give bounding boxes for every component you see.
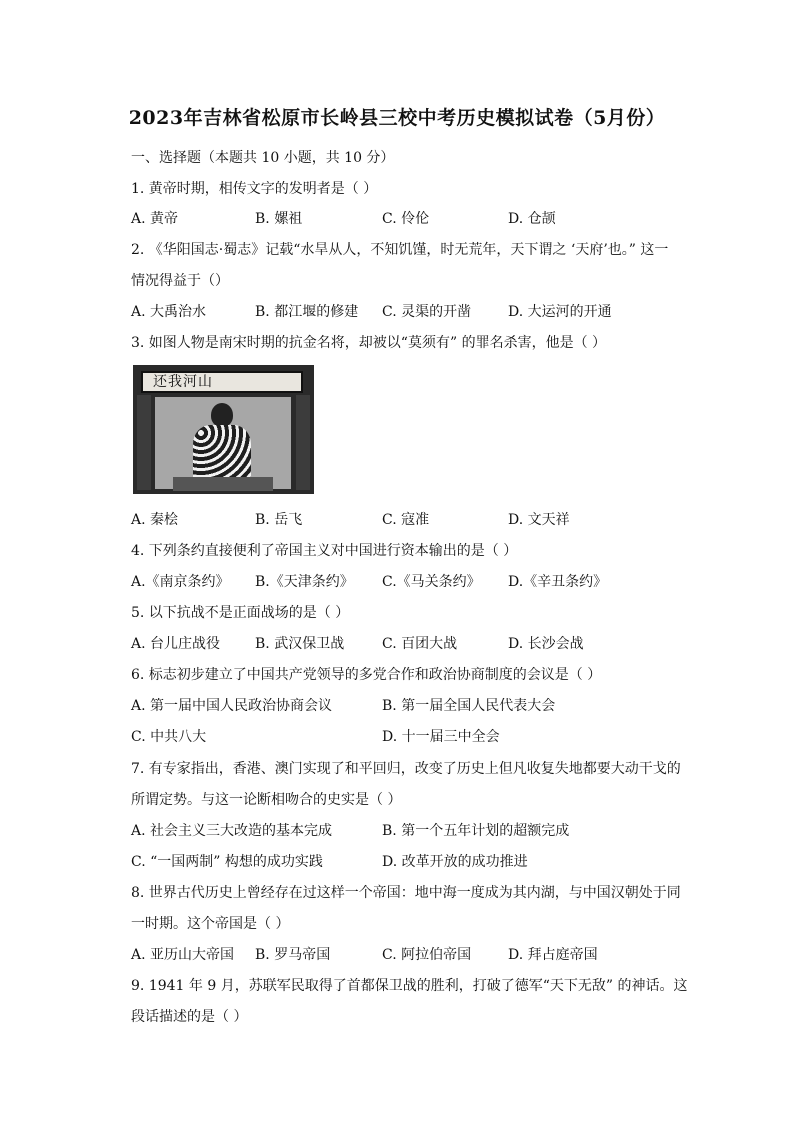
question-9-stem-line-2: 段话描述的是（ ） (131, 1009, 248, 1025)
question-3-option-b: B. 岳飞 (255, 512, 303, 528)
question-8-option-a: A. 亚历山大帝国 (131, 947, 235, 963)
question-3-stem: 3. 如图人物是南宋时期的抗金名将，却被以“莫须有” 的罪名杀害，他是（ ） (131, 335, 607, 351)
question-5-stem: 5. 以下抗战不是正面战场的是（ ） (131, 605, 350, 621)
statue-base (173, 477, 273, 491)
question-6-option-c: C. 中共八大 (131, 729, 207, 745)
question-1-option-a: A. 黄帝 (131, 211, 179, 227)
question-7-option-a: A. 社会主义三大改造的基本完成 (131, 823, 333, 839)
calligraphy-banner: 还我河山 (141, 371, 303, 393)
question-3-option-c: C. 寇准 (382, 512, 430, 528)
statue-head (211, 403, 233, 427)
question-5-option-a: A. 台儿庄战役 (131, 636, 221, 652)
question-8-stem-line-2: 一时期。这个帝国是（ ） (131, 916, 290, 932)
question-7-option-d: D. 改革开放的成功推进 (382, 854, 528, 870)
question-8-option-b: B. 罗马帝国 (255, 947, 331, 963)
question-2-option-b: B. 都江堰的修建 (255, 304, 359, 320)
question-1-option-b: B. 嫘祖 (255, 211, 303, 227)
question-5-option-b: B. 武汉保卫战 (255, 636, 345, 652)
question-8-option-d: D. 拜占庭帝国 (508, 947, 598, 963)
question-6-option-d: D. 十一届三中全会 (382, 729, 500, 745)
yue-fei-statue-photo (133, 365, 314, 494)
question-1-stem: 1. 黄帝时期，相传文字的发明者是（ ） (131, 181, 378, 197)
exam-title: 2023年吉林省松原市长岭县三校中考历史模拟试卷（5月份） (128, 107, 666, 129)
question-4-option-a: A.《南京条约》 (131, 574, 230, 590)
question-4-stem: 4. 下列条约直接便利了帝国主义对中国进行资本输出的是（ ） (131, 543, 518, 559)
question-4-option-d: D.《辛丑条约》 (508, 574, 608, 590)
question-6-stem: 6. 标志初步建立了中国共产党领导的多党合作和政治协商制度的会议是（ ） (131, 667, 602, 683)
section-heading: 一、选择题（本题共 10 小题，共 10 分） (131, 150, 395, 166)
question-4-option-c: C.《马关条约》 (382, 574, 481, 590)
question-5-option-d: D. 长沙会战 (508, 636, 584, 652)
question-1-option-d: D. 仓颉 (508, 211, 556, 227)
left-pillar (137, 395, 151, 490)
question-7-stem-line-2: 所谓定势。与这一论断相吻合的史实是（ ） (131, 792, 402, 808)
question-7-option-b: B. 第一个五年计划的超额完成 (382, 823, 570, 839)
question-2-stem-line-2: 情况得益于（） (131, 273, 229, 289)
question-3-option-d: D. 文天祥 (508, 512, 570, 528)
question-3-option-a: A. 秦桧 (131, 512, 179, 528)
question-6-option-a: A. 第一届中国人民政治协商会议 (131, 698, 333, 714)
question-2-option-c: C. 灵渠的开凿 (382, 304, 472, 320)
question-5-option-c: C. 百团大战 (382, 636, 458, 652)
question-6-option-b: B. 第一届全国人民代表大会 (382, 698, 556, 714)
question-8-stem-line-1: 8. 世界古代历史上曾经存在过这样一个帝国：地中海一度成为其内湖，与中国汉朝处于同 (131, 885, 681, 901)
question-2-option-d: D. 大运河的开通 (508, 304, 612, 320)
question-8-option-c: C. 阿拉伯帝国 (382, 947, 472, 963)
question-1-option-c: C. 伶伦 (382, 211, 430, 227)
right-pillar (296, 395, 310, 490)
question-2-stem-line-1: 2. 《华阳国志·蜀志》记载“水旱从人，不知饥馑，时无荒年，天下谓之 ‘天府’也。” 这一 (131, 242, 669, 258)
question-4-option-b: B.《天津条约》 (255, 574, 354, 590)
question-2-option-a: A. 大禹治水 (131, 304, 207, 320)
question-9-stem-line-1: 9. 1941 年 9 月，苏联军民取得了首都保卫战的胜利，打破了德军“天下无敌” 的神话。这 (131, 978, 688, 994)
question-7-option-c: C. “一国两制” 构想的成功实践 (131, 854, 323, 870)
question-7-stem-line-1: 7. 有专家指出，香港、澳门实现了和平回归，改变了历史上但凡收复失地都要大动干戈的 (131, 761, 681, 777)
